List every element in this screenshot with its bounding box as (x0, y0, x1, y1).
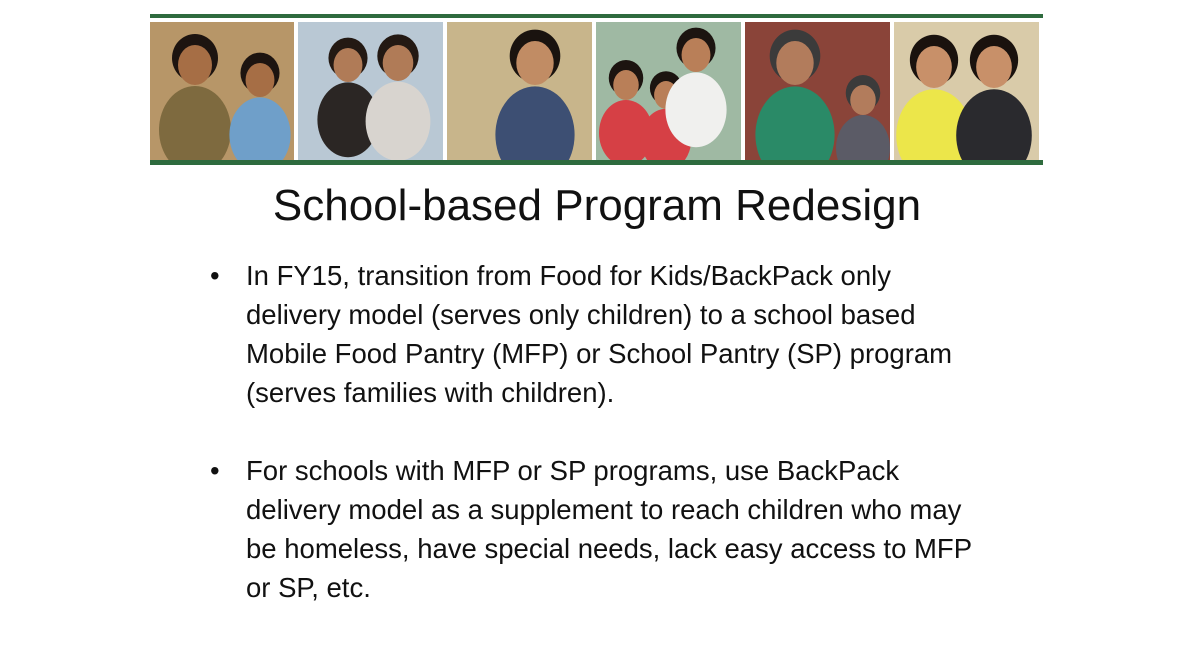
two-women-outdoors-photo (298, 22, 443, 160)
bullet-text: For schools with MFP or SP programs, use BackPack delivery model as a supplement to reach children who may be homeless, have special needs, lack easy access to MFP or SP, etc. (246, 455, 972, 603)
bullet-item (208, 256, 988, 412)
man-and-elder-woman-photo (745, 22, 890, 160)
bullet-text: In FY15, transition from Food for Kids/BackPack only delivery model (serves only children) to a school based Mobile Food Pantry (MFP) or School Pantry (SP) program (serves families with children). (246, 260, 953, 408)
mother-with-toddler-photo (150, 22, 294, 160)
bullet-marker: • (210, 455, 220, 486)
family-with-child-photo (596, 22, 741, 160)
photo-strip (150, 22, 1043, 160)
slide-title: School-based Program Redesign (272, 181, 922, 230)
bullet-item (208, 451, 988, 607)
two-smiling-girls-photo (894, 22, 1039, 160)
bullet-list (208, 256, 988, 646)
banner-bottom-rule (150, 160, 1043, 165)
banner-top-rule (150, 14, 1043, 18)
photo-banner (150, 14, 1043, 166)
boy-with-food-box-photo (447, 22, 592, 160)
bullet-marker: • (210, 260, 220, 291)
